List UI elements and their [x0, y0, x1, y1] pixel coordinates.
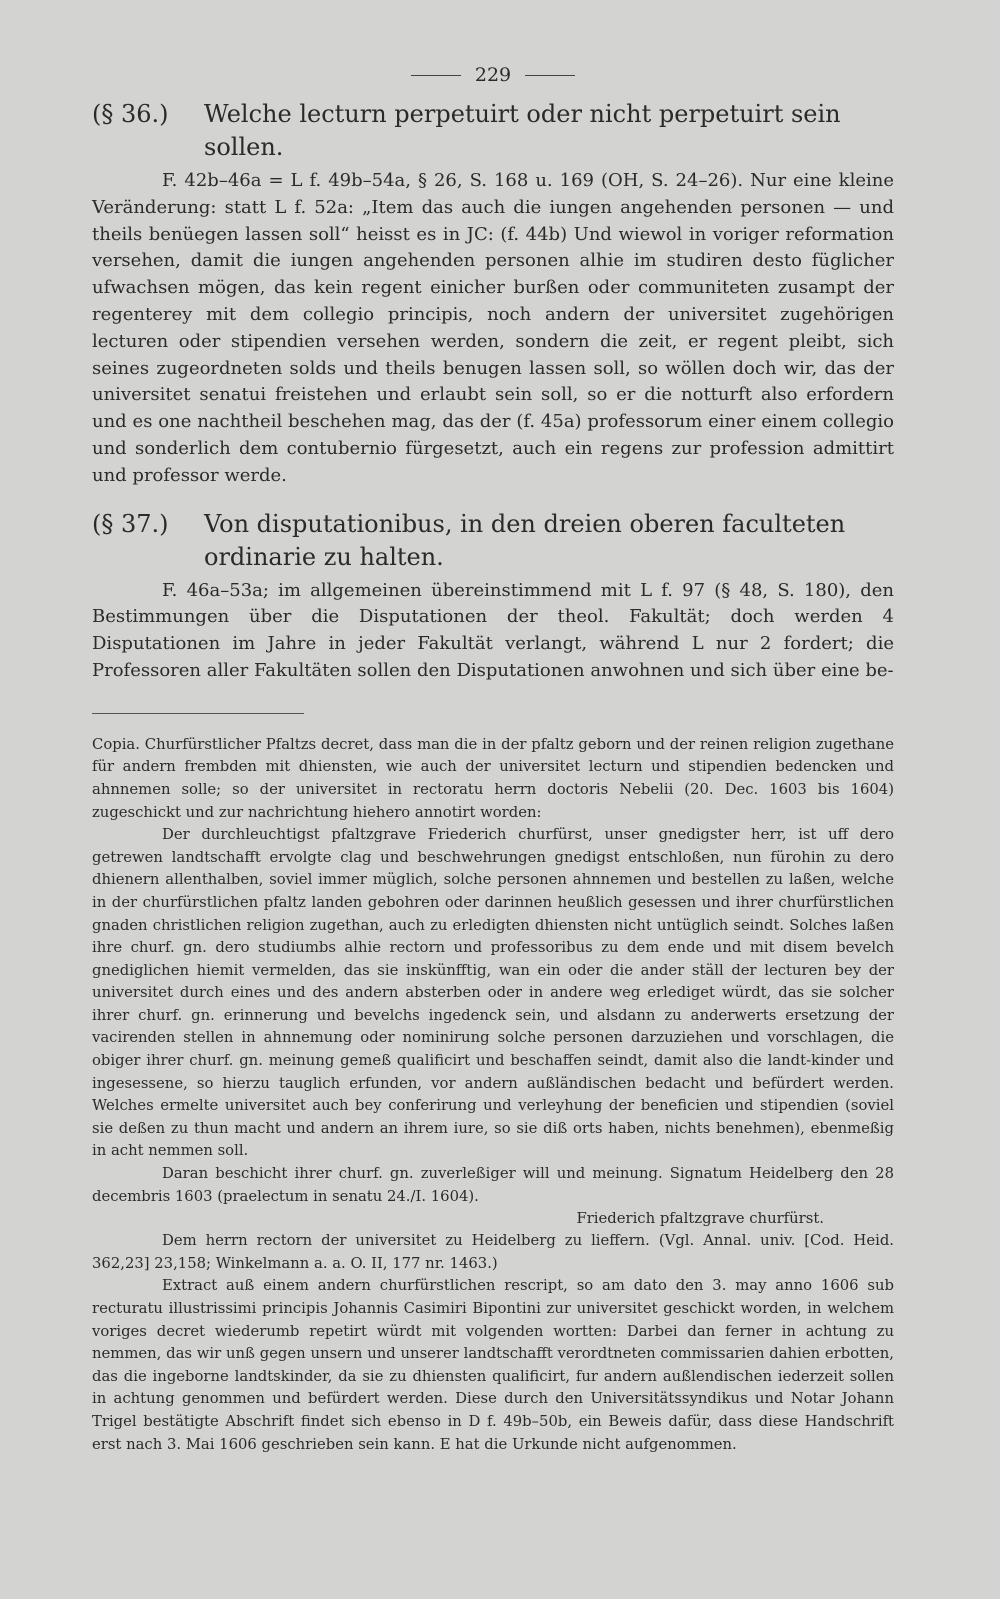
- page-number-line: [92, 64, 894, 86]
- section-37-number: (§ 37.): [92, 509, 169, 538]
- footnote-signed: Daran beschicht ihrer churf. gn. zuverleßiger will und meinung. Signatum Heidelberg den 28 decembris 1603 (praelectum in senatu 24./I. 1604).: [92, 1165, 894, 1205]
- page-number-dash-right: [525, 75, 575, 76]
- footnote-extract: Extract auß einem andern churfürstlichen rescript, so am dato den 3. may anno 1606 sub recturatu illustrissimi principis Johannis Casimiri Bipontini zur universitet geschickt worden, in welchem voriges decret wiederumb repetirt würdt mit volgenden wortten: Darbei dan ferner in achtung zu nemmen, das wir unß gegen unsern und unserer landtschafft verordtneten commissarien dahien erbotten, das die ingeborne landtskinder, da sie zu dhiensten qualificirt, fur andern außlendischen iederzeit sollen in achtung genommen und befürdert werden. Diese durch den Universitätssyndikus und Notar Johann Trigel bestätigte Abschrift findet sich ebenso in D f. 49b–50b, ein Beweis dafür, dass diese Handschrift erst nach 3. Mai 1606 geschrieben sein kann. E hat die Urkunde nicht aufgenommen.: [92, 1277, 894, 1453]
- section-36-heading: [92, 98, 894, 164]
- section-37-paragraph: F. 46a–53a; im allgemeinen übereinstimmend mit L f. 97 (§ 48, S. 180), den Bestimmungen über die Disputationen der theol. Fakultät; doch werden 4 Disputationen im Jahre in jeder Fakultät verlangt, während L nur 2 fordert; die Professoren aller Fakultäten sollen den Disputationen anwohnen und sich über eine be-: [92, 579, 894, 681]
- footnote-address: Dem herrn rectorn der universitet zu Heidelberg zu lieffern. (Vgl. Annal. univ. [Cod. Heid. 362,23] 23,158; Winkelmann a. a. O. II, 177 nr. 1463.): [92, 1232, 894, 1272]
- section-36-number: (§ 36.): [92, 100, 169, 128]
- footnote-signature: Friederich pfaltzgrave churfürst.: [576, 1210, 824, 1228]
- section-37-heading: [92, 508, 894, 574]
- footnote-divider: [92, 713, 304, 714]
- page-number-dash-left: [411, 75, 461, 76]
- book-page: [92, 64, 894, 1456]
- footnote-decree: Der durchleuchtigst pfaltzgrave Friederich churfürst, unser gnedigster herr, ist uff dero getrewen landtschafft ervolgte clag und beschwehrungen gnedigst entschloßen, nun fürohin zu dero dhienern allenthalben, soviel immer müglich, solche personen ahnnemen und bestellen zu laßen, welche in der churfürstlichen pfaltz landen gebohren oder darinnen heußlich gesessen und ihrer churfürstlichen gnaden christlichen religion zugethan, auch zu erledigten dhiensten nicht untüglich seindt. Solches laßen ihre churf. gn. dero studiumbs alhie rectorn und professoribus zu dem ende und mit disem bevelch gnediglichen hiemit vermelden, das sie inskünfftig, wan ein oder die ander ställ der lecturen bey der universitet durch eines und des andern absterben oder in andere weg erlediget würdt, das sie solcher ihrer churf. gn. erinnerung und bevelchs ingedenck sein, und alsdann zu anderwerts ersetzung der vacirenden stellen in ahnnemung oder nominirung solche personen darzuziehen und vorschlagen, die obiger ihrer churf. gn. meinung gemeß qualificirt und beschaffen seindt, damit also die landt-kinder und ingesessene, so hierzu tauglich erfunden, vor andern außländischen bedacht und befürdert werden. Welches ermelte universitet auch bey conferirung und verleyhung der beneficien und stipendien (soviel sie deßen zu thun macht und andern an ihrem iure, so sie diß orts haben, nichts benehmen), ebenmeßig in acht nemmen soll.: [92, 826, 894, 1160]
- section-36-paragraph: F. 42b–46a = L f. 49b–54a, § 26, S. 168 u. 169 (OH, S. 24–26). Nur eine kleine Veränderung: statt L f. 52a: „Item das auch die iungen angehenden personen — und theils benüegen lassen soll“ heisst es in JC: (f. 44b) Und wiewol in voriger reformation versehen, damit die iungen angehenden personen alhie im studiren desto füglicher ufwachsen mögen, das kein regent einicher burßen oder communiteten zusampt der regenterey mit dem collegio principis, noch andern der universitet zugehörigen lecturen oder stipendien versehen werden, sondern die zeit, er regent pleibt, sich seines zugeordneten solds und theils benugen lassen soll, so wöllen doch wir, das der universitet senatui freistehen und erlaubt sein soll, so er die notturft also erfordern und es one nachtheil beschehen mag, das der (f. 45a) professorum einer einem collegio und sonderlich dem contubernio fürgesetzt, auch ein regens zur profession admittirt und professor werde.: [92, 170, 894, 486]
- section-37-title: Von disputationibus, in den dreien oberen faculteten ordinarie zu halten.: [204, 509, 846, 571]
- footnote-intro: Copia. Churfürstlicher Pfaltzs decret, dass man die in der pfaltz geborn und der reinen religion zugethane für andern frembden mit dhiensten, wie auch der universitet lecturn und stipendien bedencken und ahnnemen solle; so der universitet in rectoratu herrn doctoris Nebelii (20. Dec. 1603 bis 1604) zugeschickt und zur nachrichtung hiehero annotirt worden:: [92, 735, 894, 821]
- section-36-title: Welche lecturn perpetuirt oder nicht perpetuirt sein sollen.: [204, 100, 841, 161]
- page-number: 229: [474, 64, 512, 86]
